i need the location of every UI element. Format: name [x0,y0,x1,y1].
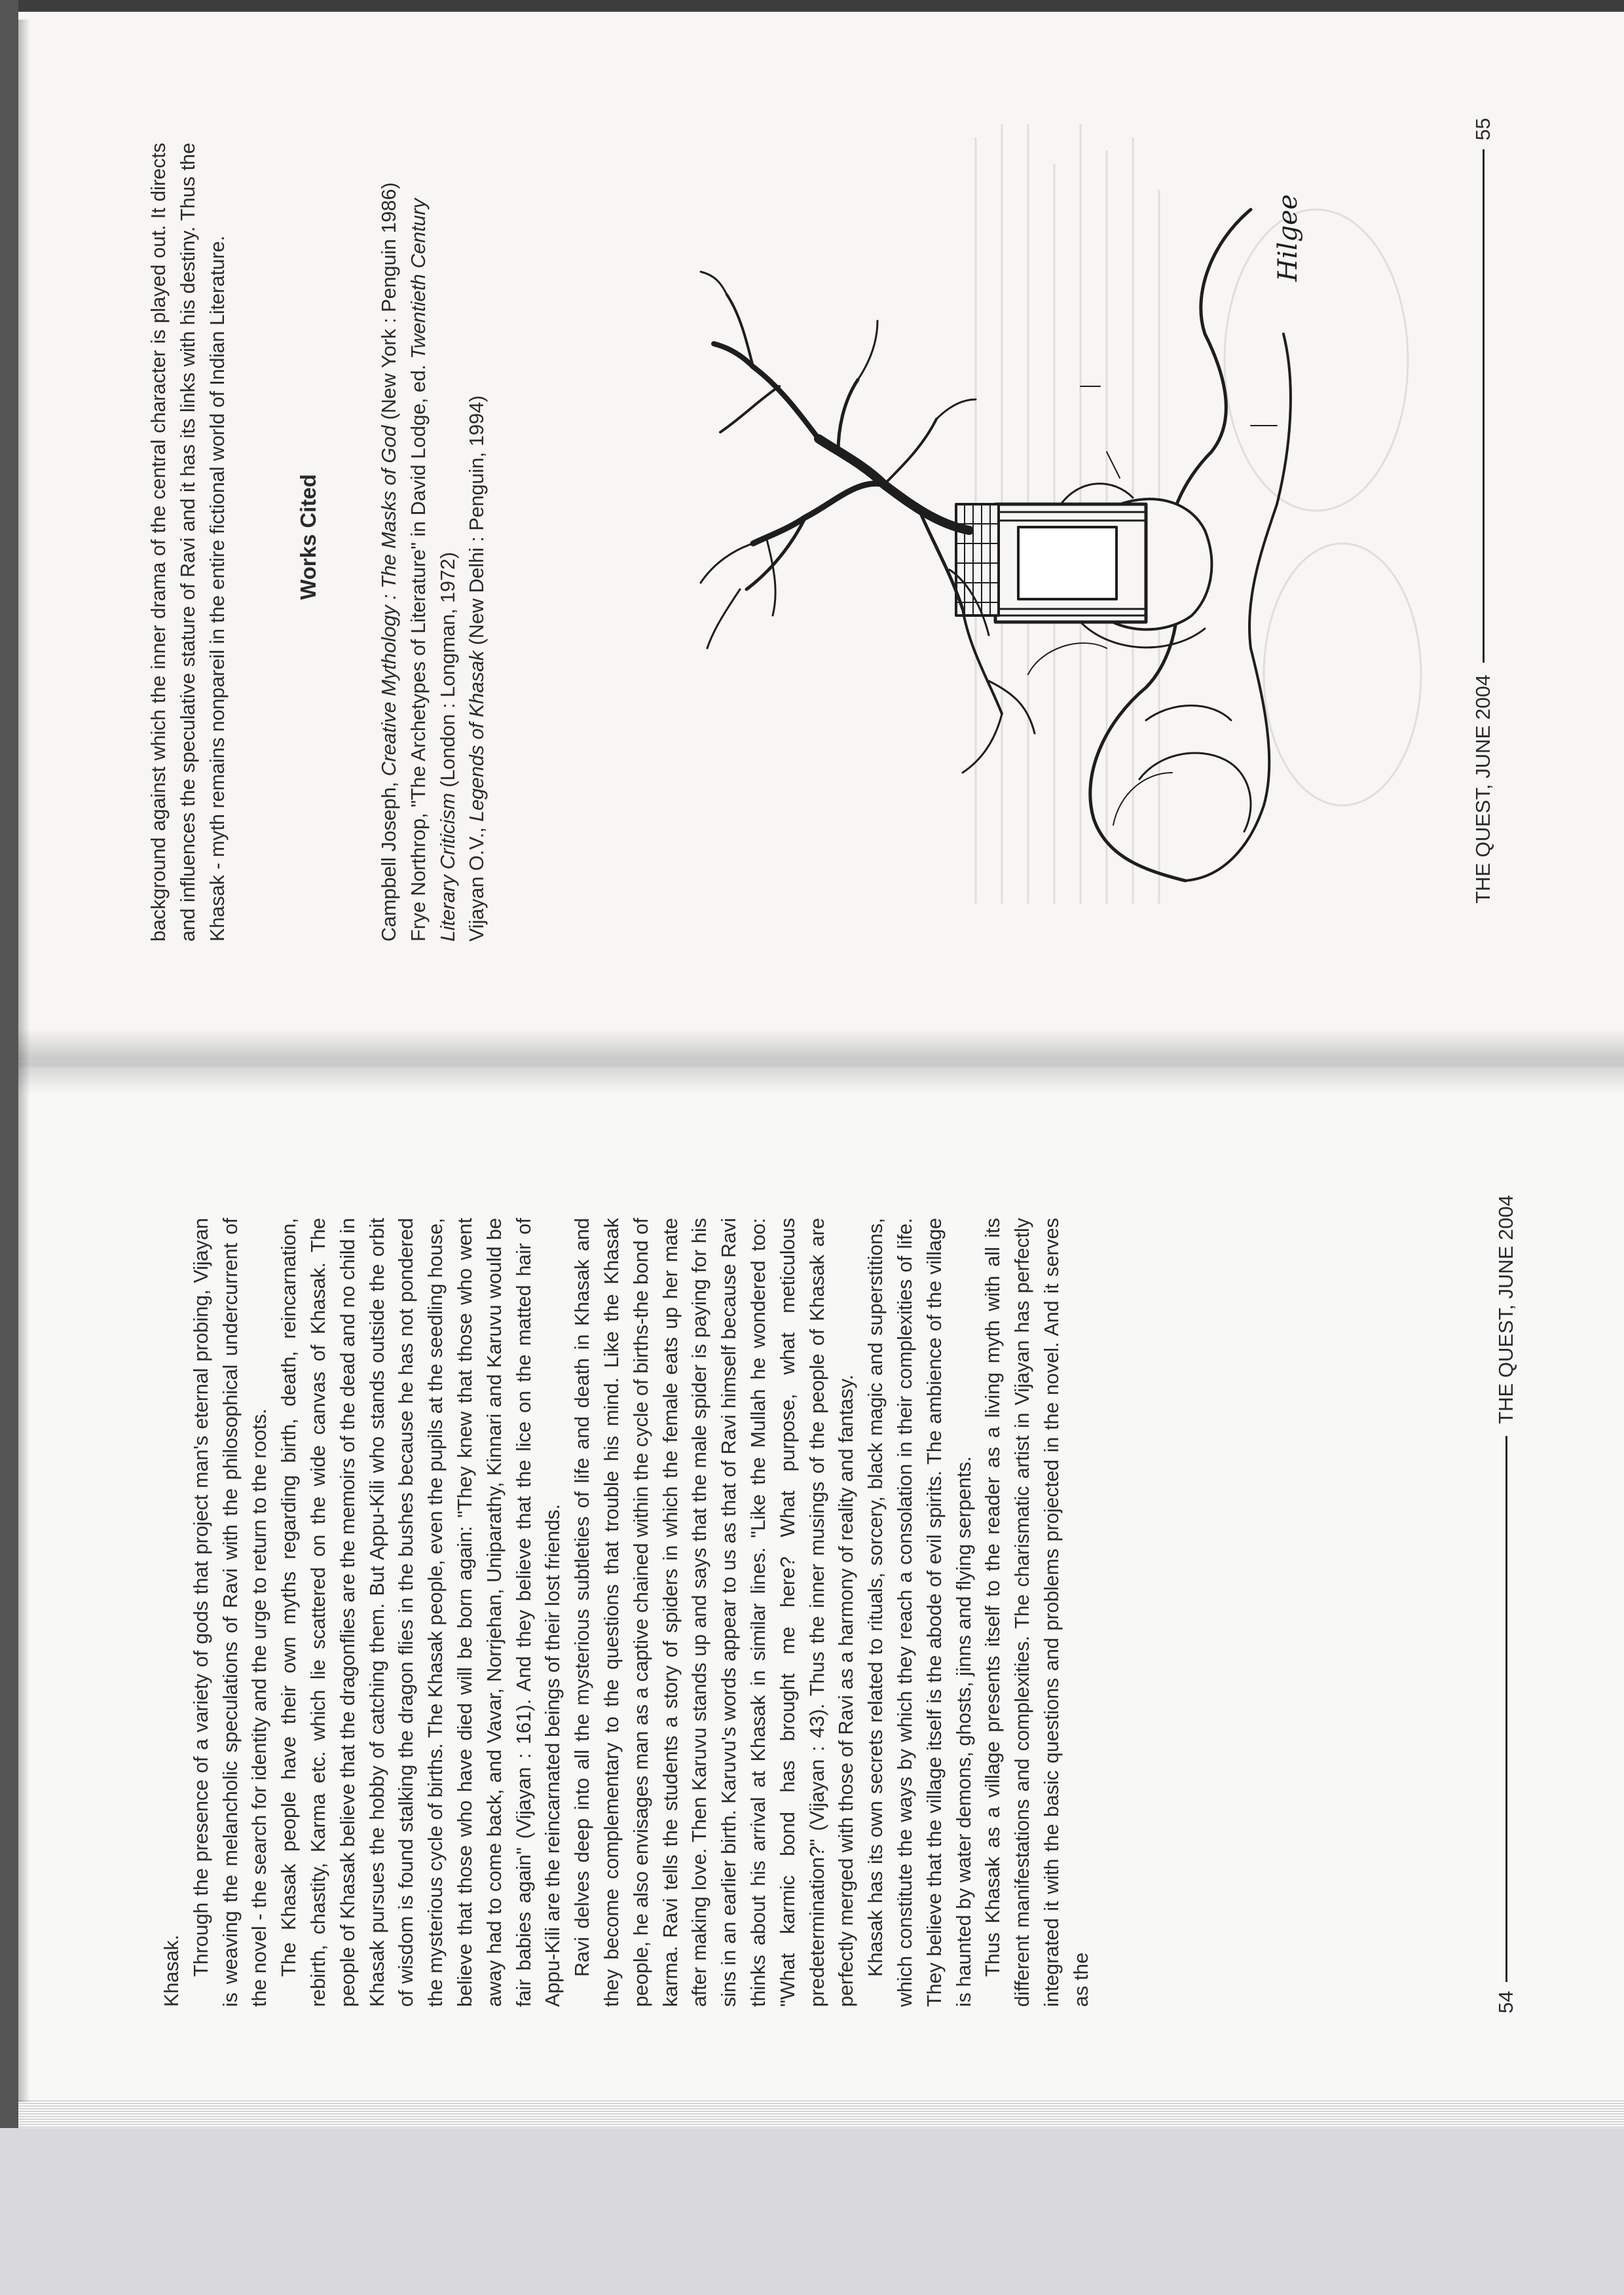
paragraph: Khasak has its own secrets related to rituals, sorcery, black magic and superstitions, which constitute the ways by which they reach a consolation in their complexities of life. They believe that the village itself is the abode of evil spirits. The ambience of the village is haunted by water demons, ghosts, jinns and flying serpents. [864,1218,975,2007]
citation-title: Legends of Khasak [466,650,489,822]
citation-publisher: (New York : Penguin 1986) [378,182,400,426]
page-54-footer [1486,1195,1526,2013]
citation-author: Campbell Joseph, [378,776,400,942]
citation-publisher: (New Delhi : Penguin, 1994) [466,395,489,651]
paragraph: The Khasak people have their own myths regarding birth, death, reincarnation, rebirth, chastity, Karma etc. which lie scattered on the wide canvas of Khasak. The people of Khasak believe that the dragonflies are the memoirs of the dead and no child in Khasak pursues the hobby of catching them. But Appu-Kili who stands outside the orbit of wisdom is found stalking the dragon flies in the bushes because he has not pondered the mysterious cycle of births. The Khasak people, even the pupils at the seedling house, believe that those who have died will be born again: "They knew that those who went away had to come back, and Vavar, Norrjehan, Uniparathy, Kinnari and Karuvu would be fair babies again" (Vijayan : 161). And they believe that the lice on the matted hair of Appu-Kili are the reincarnated beings of their lost friends. [278,1218,564,2007]
citation-author: Frye Northrop, "The Archetypes of Literature" in David Lodge, ed. [407,359,430,942]
page-55-body [144,143,301,942]
book-spine-shadow [18,1028,1624,1093]
page-edge-shadow [18,20,30,2102]
citation [375,156,404,942]
paragraph: Khasak. [160,1934,183,2007]
paragraph: background against which the inner drama of the central character is played out. It directs and influences the speculative stature of Ravi and it has its links with his destiny. Thus the Khasak - myth remains nonpareil in the entire fictional world of Indian Literature. [147,143,229,942]
works-cited-heading: Works Cited [296,474,320,600]
page-55-footer [1464,118,1503,904]
tree-and-shrine-sketch-icon [688,111,1316,936]
artist-signature: Hilgee [1273,194,1303,282]
paragraph: Ravi delves deep into all the mysterious subtleties of life and death in Khasak and they become complementary to the questions that trouble his mind. Like the Khasak people, he also envisages man as a captive chained within the cycle of births-the bond of karma. Ravi tells the students a story of spiders in which the female eats up her mate after making love. Then Karuvu stands up and says that the male spider is paying for his sins in an earlier birth. Karuvu's words appear to us as that of Ravi himself because Ravi thinks about his arrival at Khasak in similar lines. "Like the Mullah he wondered too: "What karmic bond has brought me here? What purpose, what meticulous predetermination?" (Vijayan : 43). Thus the inner musings of the people of Khasak are perfectly merged with those of Ravi as a harmony of reality and fantasy. [571,1218,858,2007]
paragraph: Thus Khasak as a village presents itself to the reader as a living myth with all its different manifestations and complexities. The charismatic artist in Vijayan has perfectly integrated it with the basic questions and problems projected in the novel. And it serves as the [982,1218,1092,2007]
citation-publisher: (London : Longman, 1972) [436,551,459,793]
citation [404,156,463,942]
page-number: 54 [1494,1991,1517,2013]
footer-rule [1483,149,1485,663]
footer-rule [1505,1436,1507,1982]
running-footer: THE QUEST, JUNE 2004 [1471,674,1494,904]
citation-author: Vijayan O.V., [466,821,489,942]
page-54-body [157,1218,1467,2007]
scanner-left-edge [0,0,18,2135]
page-number: 55 [1471,118,1494,141]
scanner-bed [0,2128,1624,2295]
citation [462,156,492,942]
paragraph: Through the presence of a variety of gods that project man's eternal probing, Vijayan is weaving the melancholic speculations of Ravi with the philosophical undercurrent of the novel - the search for identity and the urge to return to the roots. [189,1218,271,2007]
works-cited-list [375,156,571,942]
citation-title: Twentieth Century Literary Criticism [407,198,459,942]
citation-title: Creative Mythology : The Masks of God [378,425,400,777]
page-edges [18,2099,1624,2128]
running-footer: THE QUEST, JUNE 2004 [1494,1195,1517,1424]
